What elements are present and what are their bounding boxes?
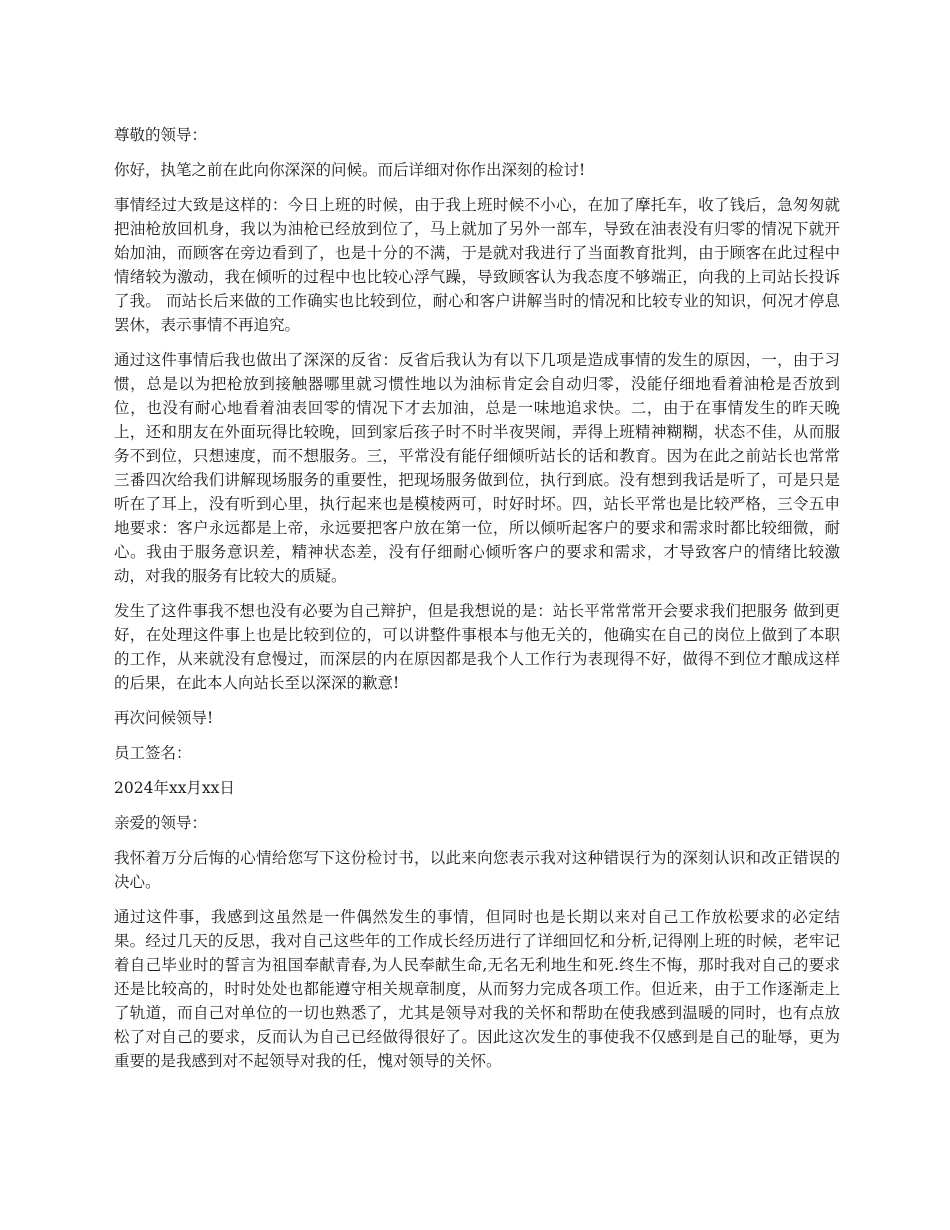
analysis-paragraph-2: 通过这件事，我感到这虽然是一件偶然发生的事情，但同时也是长期以来对自己工作放松要求的必定结果。经过几天的反思，我对自己这些年的工作成长经历进行了详细回忆和分析,记得刚上班的时候，老牢记着自己毕业时的誓言为祖国奉献青春,为人民奉献生命,无名无利地生和死.终生不悔，那时我对自己的要求还是比较高的，时时处处也都能遵守相关规章制度，从而努力完成各项工作。但近来，由于工作逐渐走上了轨道，而自己对单位的一切也熟悉了，尤其是领导对我的关怀和帮助在使我感到温暖的同时，也有点放松了对自己的要求，反而认为自己已经做得很好了。因此这次发生的事使我不仅感到是自己的耻辱，更为重要的是我感到对不起领导对我的任，愧对领导的关怀。: [114, 908, 840, 1070]
signature-line: 员工签名：: [114, 744, 192, 762]
date-line: 2024年xx月xx日: [114, 779, 235, 797]
closing-greeting: 再次问候领导!: [114, 709, 214, 727]
reflection-paragraph: 通过这件事情后我也做出了深深的反省：反省后我认为有以下几项是造成事情的发生的原因，一，由于习惯，总是以为把枪放到接触器哪里就习惯性地以为油标肯定会自动归零，没能仔细地看着油枪是否放到位，也没有耐心地看着油表回零的情况下才去加油，总是一味地追求快。二，由于在事情发生的昨天晚上，还和朋友在外面玩得比较晚，回到家后孩子时不时半夜哭闹，弄得上班精神糊糊，状态不佳，从而服务不到位，只想速度，而不想服务。三，平常没有能仔细倾听站长的话和教育。因为在此之前站长也常常三番四次给我们讲解现场服务的重要性，把现场服务做到位，执行到底。没有想到我话是听了，可是只是听在了耳上，没有听到心里，执行起来也是模棱两可，时好时坏。四，站长平常也是比较严格，三令五申地要求：客户永远都是上帝，永远要把客户放在第一位，所以倾听起客户的要求和需求时都比较细微，耐心。我由于服务意识差，精神状态差，没有仔细耐心倾听客户的要求和需求，才导致客户的情绪比较激动，对我的服务有比较大的质疑。: [114, 351, 840, 585]
document-body: [114, 123, 840, 1084]
intro-paragraph-2: 我怀着万分后悔的心情给您写下这份检讨书，以此来向您表示我对这种错误行为的深刻认识和改正错误的决心。: [114, 849, 840, 891]
apology-paragraph: 发生了这件事我不想也没有必要为自己辩护，但是我想说的是：站长平常常常开会要求我们把服务 做到更好，在处理这件事上也是比较到位的，可以讲整件事根本与他无关的，他确实在自己的岗位上做到了本职的工作，从来就没有怠慢过，而深层的内在原因都是我个人工作行为表现得不好，做得不到位才酿成这样的后果，在此本人向站长至以深深的歉意!: [114, 602, 840, 692]
greeting-paragraph: 你好，执笔之前在此向你深深的问候。而后详细对你作出深刻的检讨!: [114, 161, 586, 179]
salutation-2: 亲爱的领导：: [114, 814, 208, 832]
salutation-1: 尊敬的领导：: [114, 126, 208, 144]
incident-paragraph: 事情经过大致是这样的：今日上班的时候，由于我上班时候不小心，在加了摩托车，收了钱后，急匆匆就把油枪放回机身，我以为油枪已经放到位了，马上就加了另外一部车，导致在油表没有归零的情况下就开始加油，而顾客在旁边看到了，也是十分的不满，于是就对我进行了当面教育批判，由于顾客在此过程中情绪较为激动，我在倾听的过程中也比较心浮气躁，导致顾客认为我态度不够端正，向我的上司站长投诉了我。 而站长后来做的工作确实也比较到位，耐心和客户讲解当时的情况和比较专业的知识，何况才停息罢休，表示事情不再追究。: [114, 196, 840, 334]
